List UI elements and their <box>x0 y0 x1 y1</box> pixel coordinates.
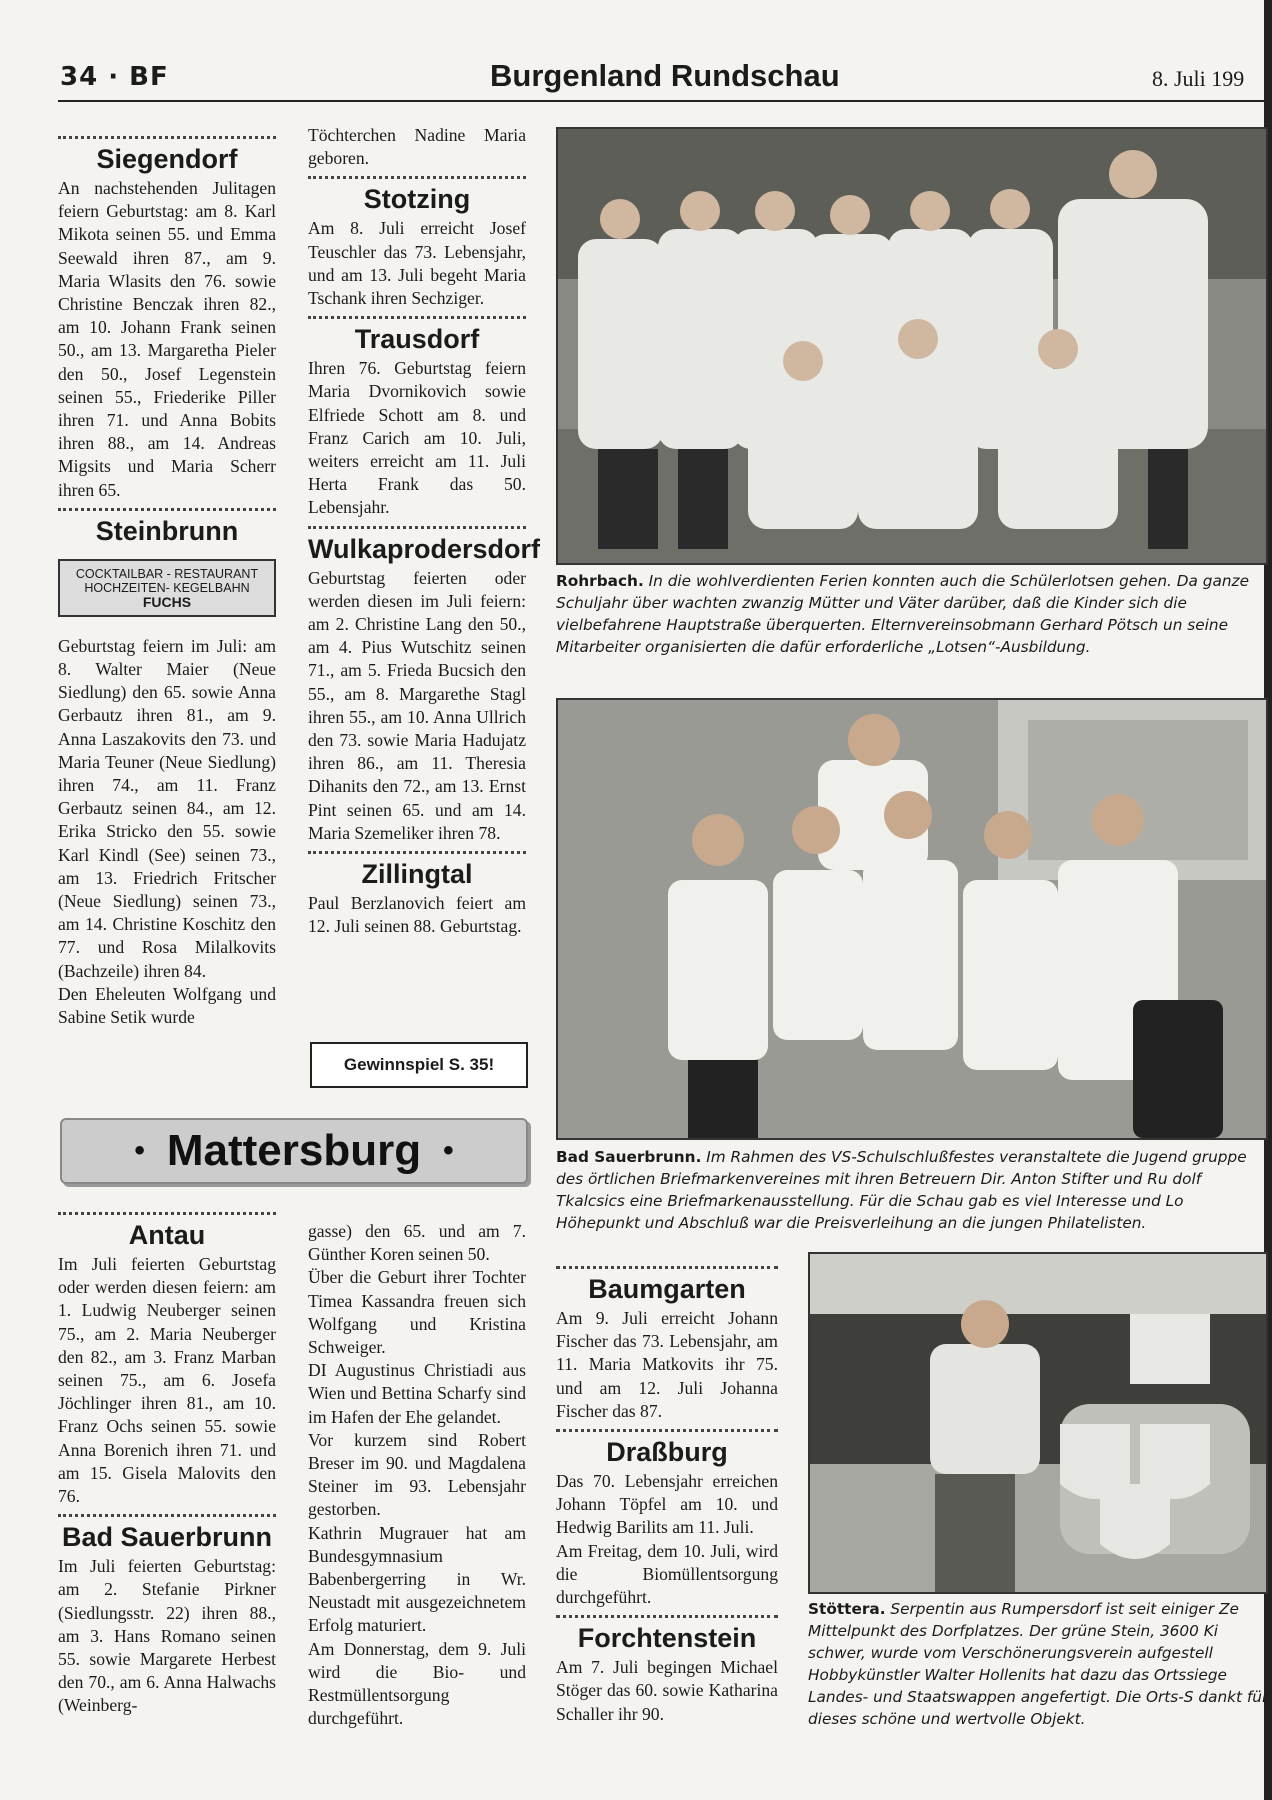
ad-line: HOCHZEITEN- KEGELBAHN <box>84 580 250 595</box>
article-stotzing: Am 8. Juli erreicht Josef Teuschler das 73. Lebensjahr, und am 13. Juli begeht Maria Tschank ihren Sechziger. <box>308 218 526 309</box>
article-antau: Im Juli feierten Geburtstag oder werden diesen feiern: am 1. Ludwig Neuberger seinen 75., am 2. Maria Neuberger den 82., am 3. Franz Marban seinen 75., am 6. Josefa Jöchlinger ihren 81., am 10. Franz Ochs seinen 55. sowie Anna Borenich ihren 71. und am 15. Gisela Malovits den 76. <box>58 1254 276 1507</box>
section-title-trausdorf: Trausdorf <box>354 324 480 355</box>
caption-place: Rohrbach. <box>556 572 644 590</box>
section-title-zillingtal: Zillingtal <box>361 859 473 890</box>
caption-place: Stöttera. <box>808 1600 886 1618</box>
caption-stoettera <box>808 1598 1272 1730</box>
column-2 <box>308 124 541 938</box>
page-number: 34 · BF <box>60 62 169 92</box>
article-steinbrunn-cont: Den Eheleuten Wolfgang und Sabine Setik wurde <box>58 983 276 1028</box>
banner-dot: • <box>443 1134 454 1167</box>
photo-stoettera <box>808 1252 1268 1594</box>
article-drassburg: Das 70. Lebensjahr erreichen Johann Töpfel am 10. und Hedwig Barilits am 11. Juli. <box>556 1471 778 1538</box>
dotted-separator <box>308 176 526 179</box>
ad-line: COCKTAILBAR - RESTAURANT <box>75 566 259 581</box>
section-title-stotzing: Stotzing <box>363 184 471 215</box>
article-continuation: Töchterchen Nadine Maria geboren. <box>308 125 526 169</box>
section-title-drassburg: Draßburg <box>606 1437 728 1468</box>
ad-name: FUCHS <box>142 593 192 610</box>
banner-dot: • <box>134 1134 145 1167</box>
dotted-separator <box>58 1212 276 1215</box>
article-baumgarten: Am 9. Juli erreicht Johann Fischer das 73. Lebensjahr, am 11. Maria Matkovits ihr 75. und am 12. Juli Johanna Fischer das 87. <box>556 1308 778 1421</box>
photo-rohrbach <box>556 127 1268 565</box>
column-1 <box>58 130 276 1029</box>
dotted-separator <box>308 526 526 529</box>
section-title-bad-sauerbrunn: Bad Sauerbrunn <box>61 1522 273 1553</box>
column-3 <box>58 1206 276 1718</box>
section-title-forchtenstein: Forchtenstein <box>577 1623 757 1654</box>
dotted-separator <box>308 316 526 319</box>
gewinnspiel-box: Gewinnspiel S. 35! <box>310 1042 528 1088</box>
column-5 <box>556 1260 778 1726</box>
article-trausdorf: Ihren 76. Geburtstag feiern Maria Dvornikovich sowie Elfriede Schott am 8. und Franz Carich am 10. Juli, weiters erreicht am 11. Juli Herta Frank das 50. Lebensjahr. <box>308 358 526 518</box>
dotted-separator <box>58 1514 276 1517</box>
section-title-siegendorf: Siegendorf <box>96 144 238 174</box>
column-4 <box>308 1220 526 1730</box>
article-forchtenstein: Am 7. Juli begingen Michael Stöger das 60. sowie Katharina Schaller ihr 90. <box>556 1657 778 1724</box>
dotted-separator <box>58 508 276 511</box>
dotted-separator <box>58 136 276 139</box>
dotted-separator <box>556 1615 778 1618</box>
dotted-separator <box>308 851 526 854</box>
caption-text: In die wohlverdienten Ferien konnten auch die Schülerlotsen gehen. Da ganze Schuljahr über wachten zwanzig Mütter und Väter darüber, daß die Kinder sich die vielbefahrene Hauptstraße überquerten. Elternvereinsobmann Gerhard Pötsch un seine Mitarbeiter organisierten die dafür erforderliche „Lotsen“-Ausbildung. <box>556 572 1249 656</box>
article-drassburg-cont: Am Freitag, dem 10. Juli, wird die Biomüllentsorgung durchgeführt. <box>556 1540 778 1608</box>
article-paragraph: gasse) den 65. und am 7. Günther Koren seinen 50. <box>308 1221 526 1265</box>
section-title-baumgarten: Baumgarten <box>588 1274 746 1304</box>
caption-rohrbach <box>556 570 1268 658</box>
advertisement-box <box>58 559 276 617</box>
banner-title: Mattersburg <box>166 1126 422 1175</box>
dotted-separator <box>556 1429 778 1432</box>
article-zillingtal: Paul Berzlanovich feiert am 12. Juli seinen 88. Geburtstag. <box>308 893 526 937</box>
photo-bad-sauerbrunn <box>556 698 1268 1140</box>
issue-date: 8. Juli 199 <box>1152 66 1245 91</box>
article-paragraph: Vor kurzem sind Robert Breser im 90. und Magdalena Steiner im 93. Lebensjahr gestorben. <box>308 1429 526 1520</box>
header-rule <box>58 100 1264 102</box>
dotted-separator <box>556 1266 778 1269</box>
section-title-steinbrunn: Steinbrunn <box>95 515 239 546</box>
caption-bad-sauerbrunn <box>556 1146 1268 1234</box>
section-title-wulkaprodersdorf: Wulkaprodersdorf <box>308 533 541 564</box>
newspaper-title: Burgenland Rundschau <box>490 58 840 93</box>
caption-text: Im Rahmen des VS-Schulschlußfestes veranstaltete die Jugend gruppe des örtlichen Briefmarkenvereines mit ihren Betreuern Dir. Anton Stifter und Ru dolf Tkalcsics eine Briefmarkenausstellung. Für die Schau gab es viel Interesse und Lo Höhepunkt und Abschluß war die Preisverleihung an die jungen Philatelisten. <box>556 1148 1247 1232</box>
article-paragraph: Über die Geburt ihrer Tochter Timea Kassandra freuen sich Wolfgang und Kristina Schweiger. <box>308 1267 526 1358</box>
article-paragraph: DI Augustinus Christiadi aus Wien und Bettina Scharfy sind im Hafen der Ehe gelandet. <box>308 1360 526 1427</box>
article-wulkaprodersdorf: Geburtstag feierten oder werden diesen im Juli feiern: am 2. Christine Lang den 50., am 4. Pius Wutschitz seinen 71., am 5. Frieda Bucsich den 55., am 8. Margarethe Stagl ihren 55., am 10. Anna Ullrich den 73. sowie Maria Hadujatz ihren 86., am 11. Theresia Dihanits den 72., am 13. Ernst Pint seinen 65. und am 14. Maria Szemeliker ihren 78. <box>308 567 526 843</box>
caption-text: Serpentin aus Rumpersdorf ist seit einiger Ze Mittelpunkt des Dorfplatzes. Der grüne Stein, 3600 Ki schwer, wurde vom Verschönerungsverein aufgestell Hobbykünstler Walter Hollenits hat dazu das Ortssiege Landes- und Staatswappen angefertigt. Die Orts-S dankt für dieses schöne und wertvolle Objekt. <box>808 1600 1269 1728</box>
photo-rohrbach-image <box>558 129 1266 563</box>
mattersburg-banner <box>60 1118 528 1184</box>
article-siegendorf: An nachstehenden Julitagen feiern Geburtstag: am 8. Karl Mikota seinen 55. und Emma Seewald ihren 87., am 9. Maria Wlasits den 76. sowie Christine Benczak ihren 82., am 10. Johann Frank seinen 50., am 13. Margaretha Pieler den 50., Josef Legenstein seinen 55., Friederike Piller ihren 71. und Anna Bobits ihren 88., am 14. Andreas Migsits und Maria Scherr ihren 65. <box>58 178 276 500</box>
section-title-antau: Antau <box>128 1220 206 1250</box>
article-paragraph: Kathrin Mugrauer hat am Bundesgymnasium Babenbergerring in Wr. Neustadt mit ausgezeichnetem Erfolg maturiert. <box>308 1522 526 1636</box>
article-paragraph: Am Donnerstag, dem 9. Juli wird die Bio- und Restmüllentsorgung durchgeführt. <box>308 1638 526 1729</box>
photo-stoettera-image <box>810 1254 1266 1592</box>
photo-bad-sauerbrunn-image <box>558 700 1266 1138</box>
article-bad-sauerbrunn: Im Juli feierten Geburtstag: am 2. Stefanie Pirkner (Siedlungsstr. 22) ihren 88., am 3. Hans Romano seinen 55. sowie Margarete Herbest den 70., am 6. Anna Halwachs (Weinberg- <box>58 1556 276 1716</box>
article-steinbrunn: Geburtstag feiern im Juli: am 8. Walter Maier (Neue Siedlung) den 65. sowie Anna Gerbautz ihren 81., am 9. Anna Laszakovits den 73. und Maria Teuner (Neue Siedlung) ihren 74., am 11. Franz Gerbautz seinen 84., am 12. Erika Stricko den 55. sowie Karl Kindl (See) seinen 73., am 13. Friedrich Fritscher (Neue Siedlung) seinen 73., am 14. Christine Koschitz den 77. und Rosa Milalkovits (Bachzeile) ihren 84. <box>58 635 276 981</box>
caption-place: Bad Sauerbrunn. <box>556 1148 702 1166</box>
